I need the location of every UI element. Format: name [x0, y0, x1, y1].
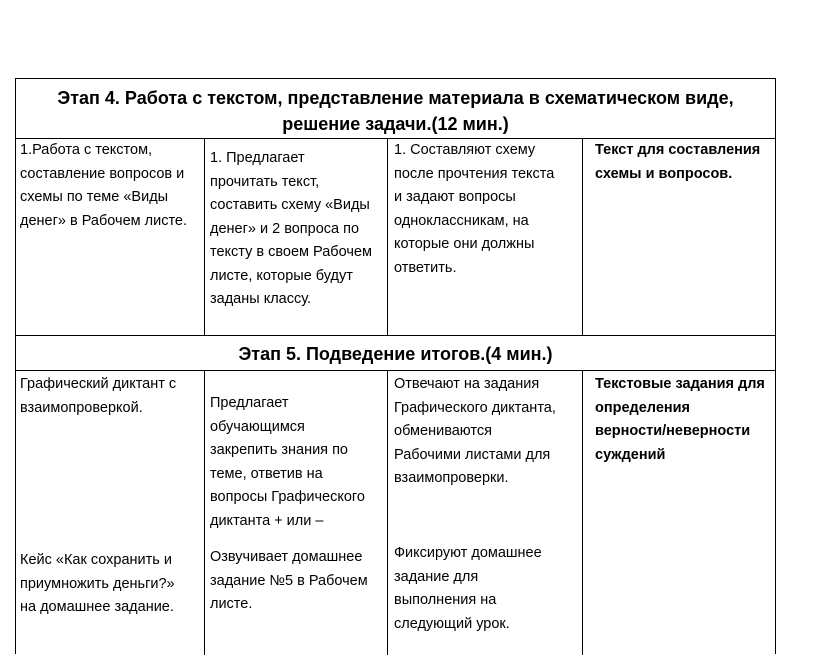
stage5-student-homework: Фиксируют домашнее задание для выполнения на следующий урок.	[394, 545, 542, 632]
stage5-materials: Текстовые задания для определения верности/неверности суждений	[595, 376, 765, 463]
stage4-title-line1: Этап 4. Работа с текстом, представление материала в схематическом виде,	[57, 88, 734, 108]
stage5-title: Этап 5. Подведение итогов.(4 мин.)	[238, 344, 553, 364]
stage4-student-action: 1. Составляют схему после прочтения текста и задают вопросы одноклассникам, на которые они должны ответить.	[394, 142, 555, 276]
stage4-activity: 1.Работа с текстом, составление вопросов и схемы по теме «Виды денег» в Рабочем листе.	[20, 142, 188, 229]
stage5-activity-dictation: Графический диктант с взаимопроверкой.	[20, 376, 177, 416]
row-divider	[16, 335, 775, 336]
column-divider	[204, 370, 205, 655]
column-divider	[204, 138, 205, 335]
column-divider	[582, 138, 583, 335]
lesson-plan-table	[15, 78, 776, 654]
row-divider	[16, 370, 775, 371]
column-divider	[387, 138, 388, 335]
stage4-teacher-action: 1. Предлагает прочитать текст, составить схему «Виды денег» и 2 вопроса по тексту в своем Рабочем листе, которые будут заданы классу.	[210, 150, 372, 307]
stage5-teacher-dictation: Предлагает обучающимся закрепить знания по теме, ответив на вопросы Графического диктанта + или –	[210, 395, 365, 529]
stage4-title-line2: решение задачи.(12 мин.)	[282, 114, 509, 134]
stage5-activity-homework: Кейс «Как сохранить и приумножить деньги?» на домашнее задание.	[20, 552, 175, 615]
column-divider	[582, 370, 583, 655]
stage4-materials: Текст для составления схемы и вопросов.	[595, 142, 761, 182]
stage5-teacher-homework: Озвучивает домашнее задание №5 в Рабочем листе.	[210, 549, 368, 612]
stage5-student-dictation: Отвечают на задания Графического диктанта, обмениваются Рабочими листами для взаимопроверки.	[394, 376, 556, 486]
column-divider	[387, 370, 388, 655]
